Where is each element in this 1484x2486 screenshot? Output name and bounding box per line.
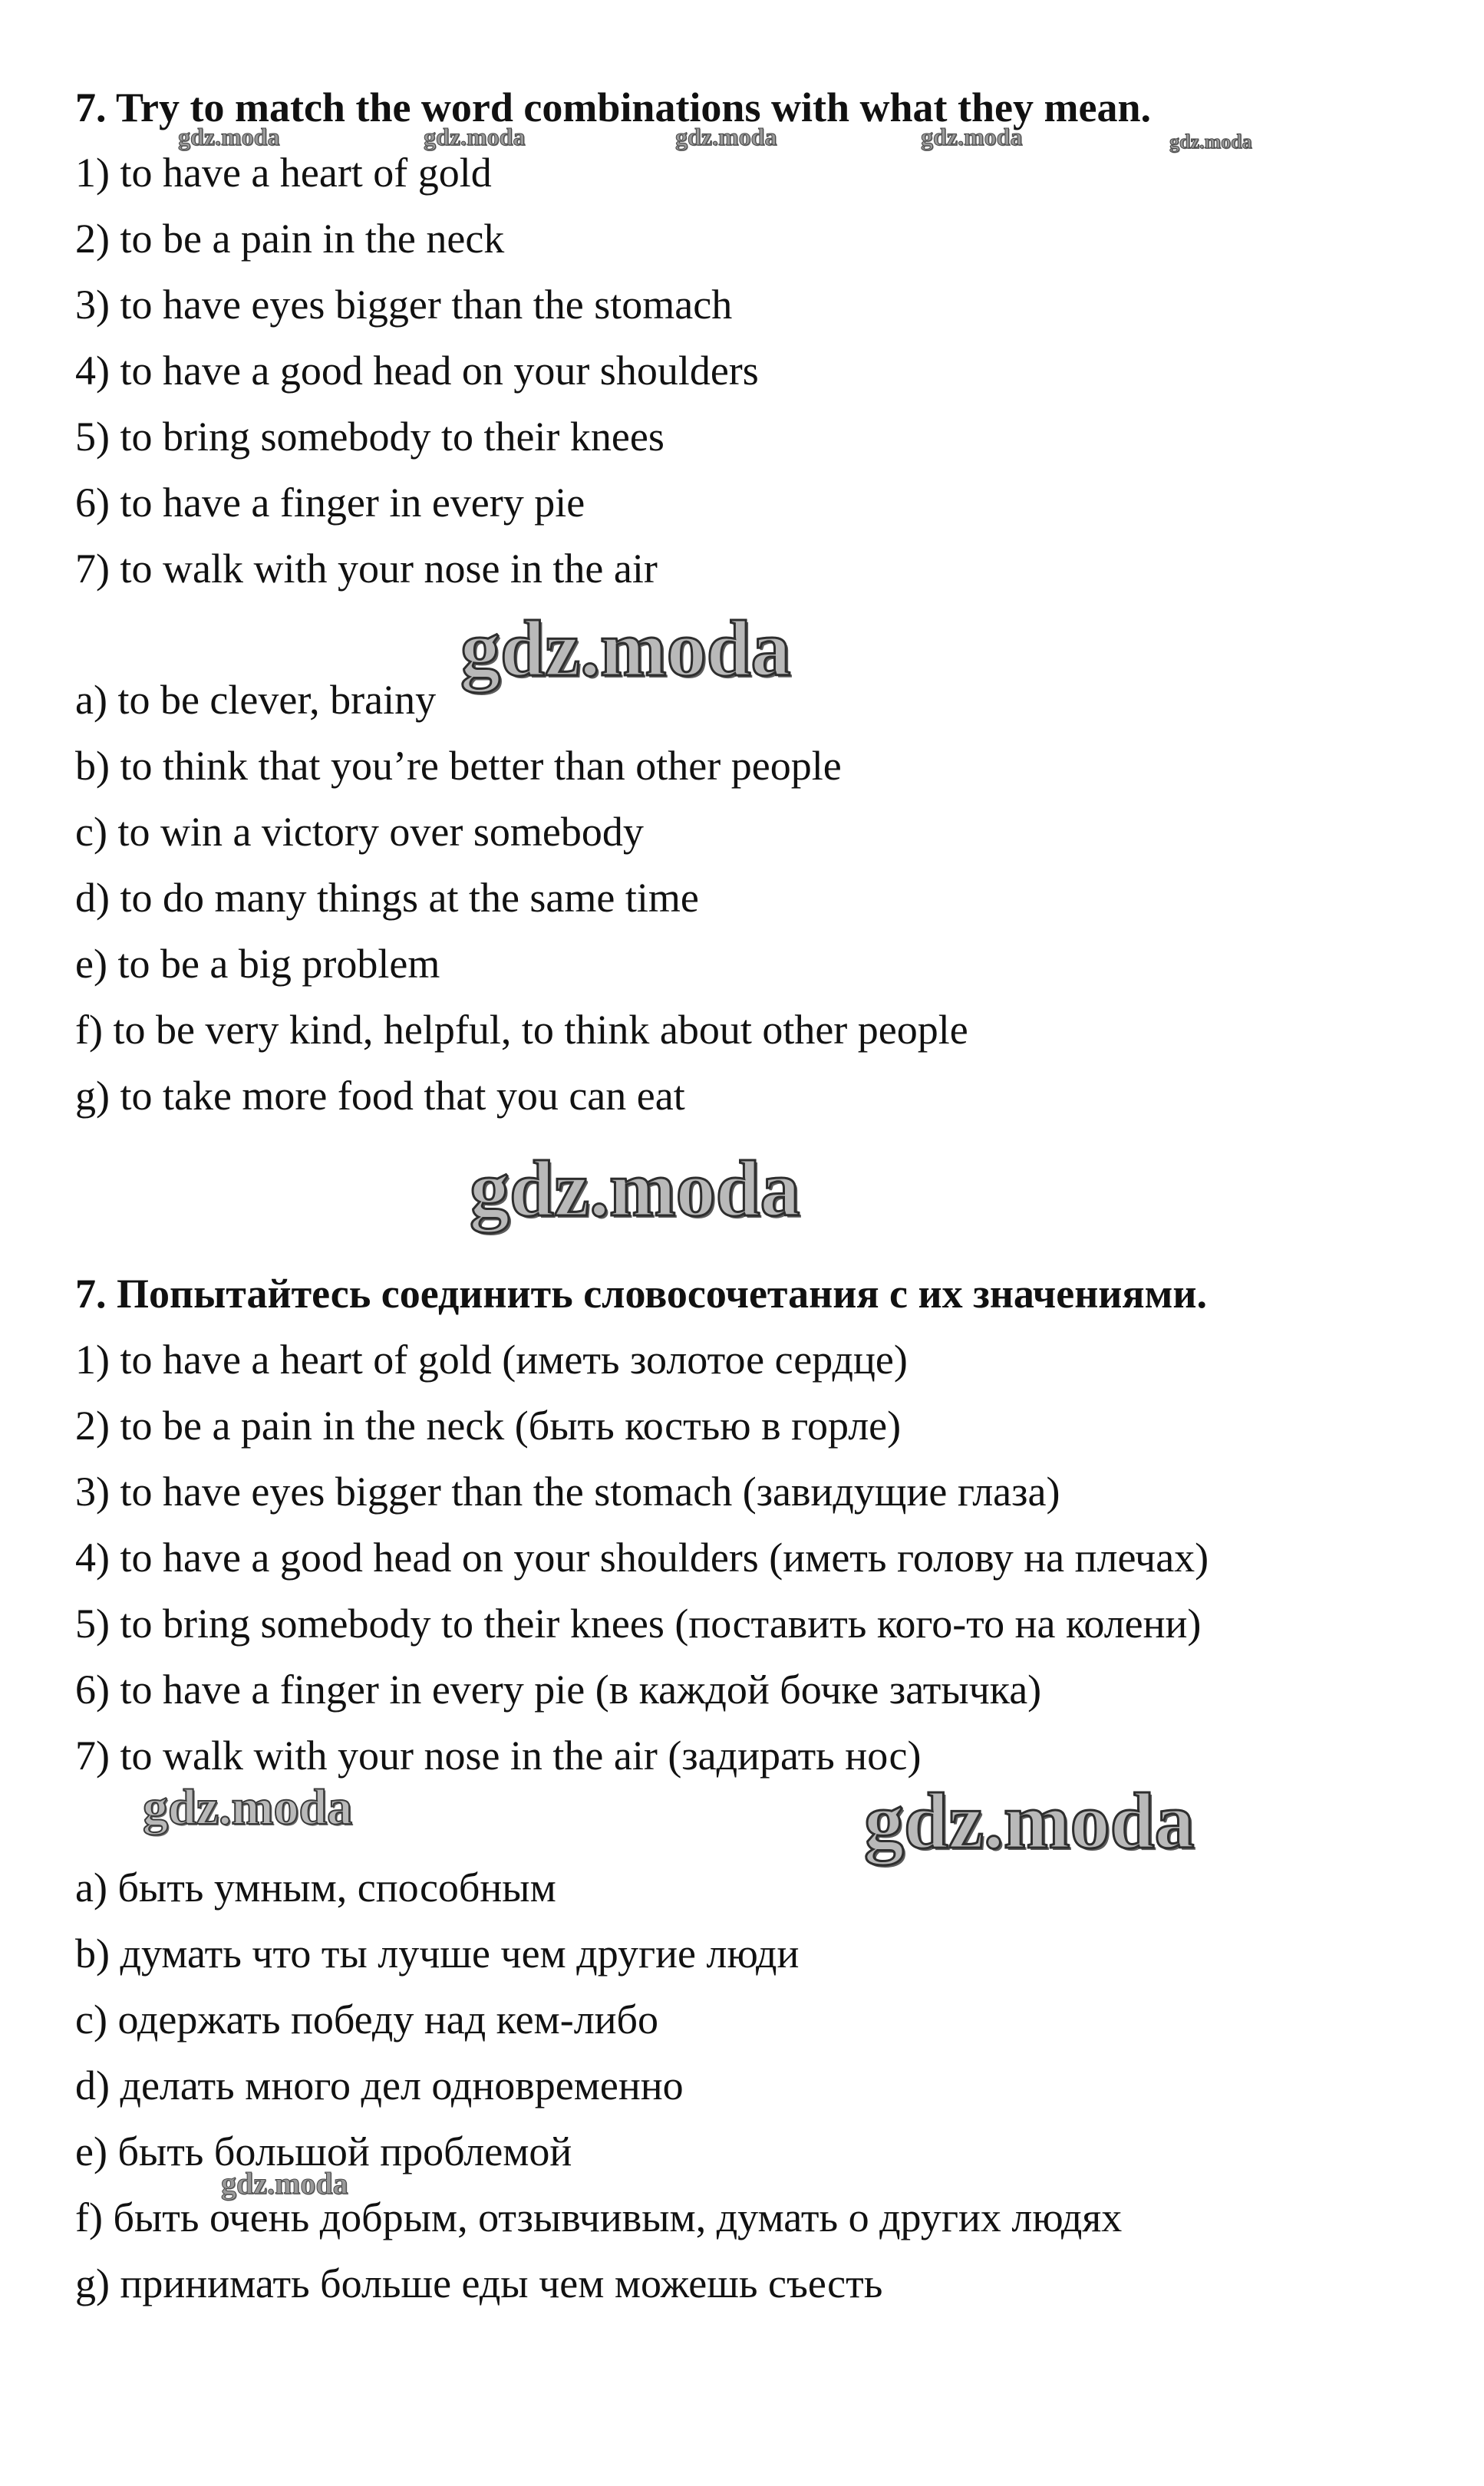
phrase-item: 5) to bring somebody to their knees: [75, 414, 665, 460]
phrase-item: 4) to have a good head on your shoulders: [75, 348, 759, 394]
meaning-item: c) to win a victory over somebody: [75, 809, 644, 855]
meaning-item: b) думать что ты лучше чем другие люди: [75, 1930, 800, 1977]
phrase-item: 7) to walk with your nose in the air: [75, 546, 658, 592]
phrase-item: 5) to bring somebody to their knees (поставить кого-то на колени): [75, 1601, 1202, 1647]
watermark: gdz.moda: [460, 605, 791, 693]
phrase-item: 1) to have a heart of gold: [75, 150, 492, 196]
watermark: gdz.moda: [1169, 130, 1252, 153]
meaning-item: a) to be clever, brainy: [75, 677, 437, 723]
watermark: gdz.moda: [178, 123, 280, 150]
meaning-item: g) to take more food that you can eat: [75, 1073, 685, 1119]
meaning-item: e) to be a big problem: [75, 941, 440, 987]
phrase-item: 2) to be a pain in the neck (быть костью в горле): [75, 1403, 902, 1449]
phrase-item: 4) to have a good head on your shoulders (иметь голову на плечах): [75, 1535, 1209, 1581]
meaning-item: g) принимать больше еды чем можешь съесть: [75, 2260, 883, 2306]
watermark: gdz.moda: [864, 1777, 1195, 1865]
phrase-item: 7) to walk with your nose in the air (задирать нос): [75, 1733, 922, 1779]
meaning-item: a) быть умным, способным: [75, 1864, 556, 1911]
phrase-item: 3) to have eyes bigger than the stomach: [75, 282, 733, 328]
phrase-item: 6) to have a finger in every pie: [75, 480, 585, 526]
exercise-heading-ru: 7. Попытайтесь соединить словосочетания с их значениями.: [75, 1271, 1208, 1317]
meaning-item: b) to think that you’re better than other people: [75, 743, 842, 789]
watermark: gdz.moda: [424, 123, 526, 150]
meaning-item: d) делать много дел одновременно: [75, 2062, 684, 2108]
watermark: gdz.moda: [675, 123, 777, 150]
phrase-item: 6) to have a finger in every pie (в каждой бочке затычка): [75, 1667, 1042, 1713]
watermark: gdz.moda: [921, 123, 1023, 150]
exercise-heading-en: 7. Try to match the word combinations with what they mean.: [75, 84, 1151, 130]
meaning-item: c) одержать победу над кем-либо: [75, 1996, 659, 2043]
watermark: gdz.moda: [143, 1779, 353, 1835]
meaning-item: d) to do many things at the same time: [75, 875, 699, 921]
watermark: gdz.moda: [221, 2166, 348, 2201]
meaning-item: e) быть большой проблемой: [75, 2128, 572, 2174]
meaning-item: f) to be very kind, helpful, to think about other people: [75, 1007, 968, 1053]
phrase-item: 1) to have a heart of gold (иметь золотое сердце): [75, 1337, 908, 1383]
phrase-item: 3) to have eyes bigger than the stomach (завидущие глаза): [75, 1469, 1060, 1515]
watermark: gdz.moda: [470, 1145, 800, 1233]
meaning-item: f) быть очень добрым, отзывчивым, думать о других людях: [75, 2194, 1123, 2240]
phrase-item: 2) to be a pain in the neck: [75, 216, 505, 262]
